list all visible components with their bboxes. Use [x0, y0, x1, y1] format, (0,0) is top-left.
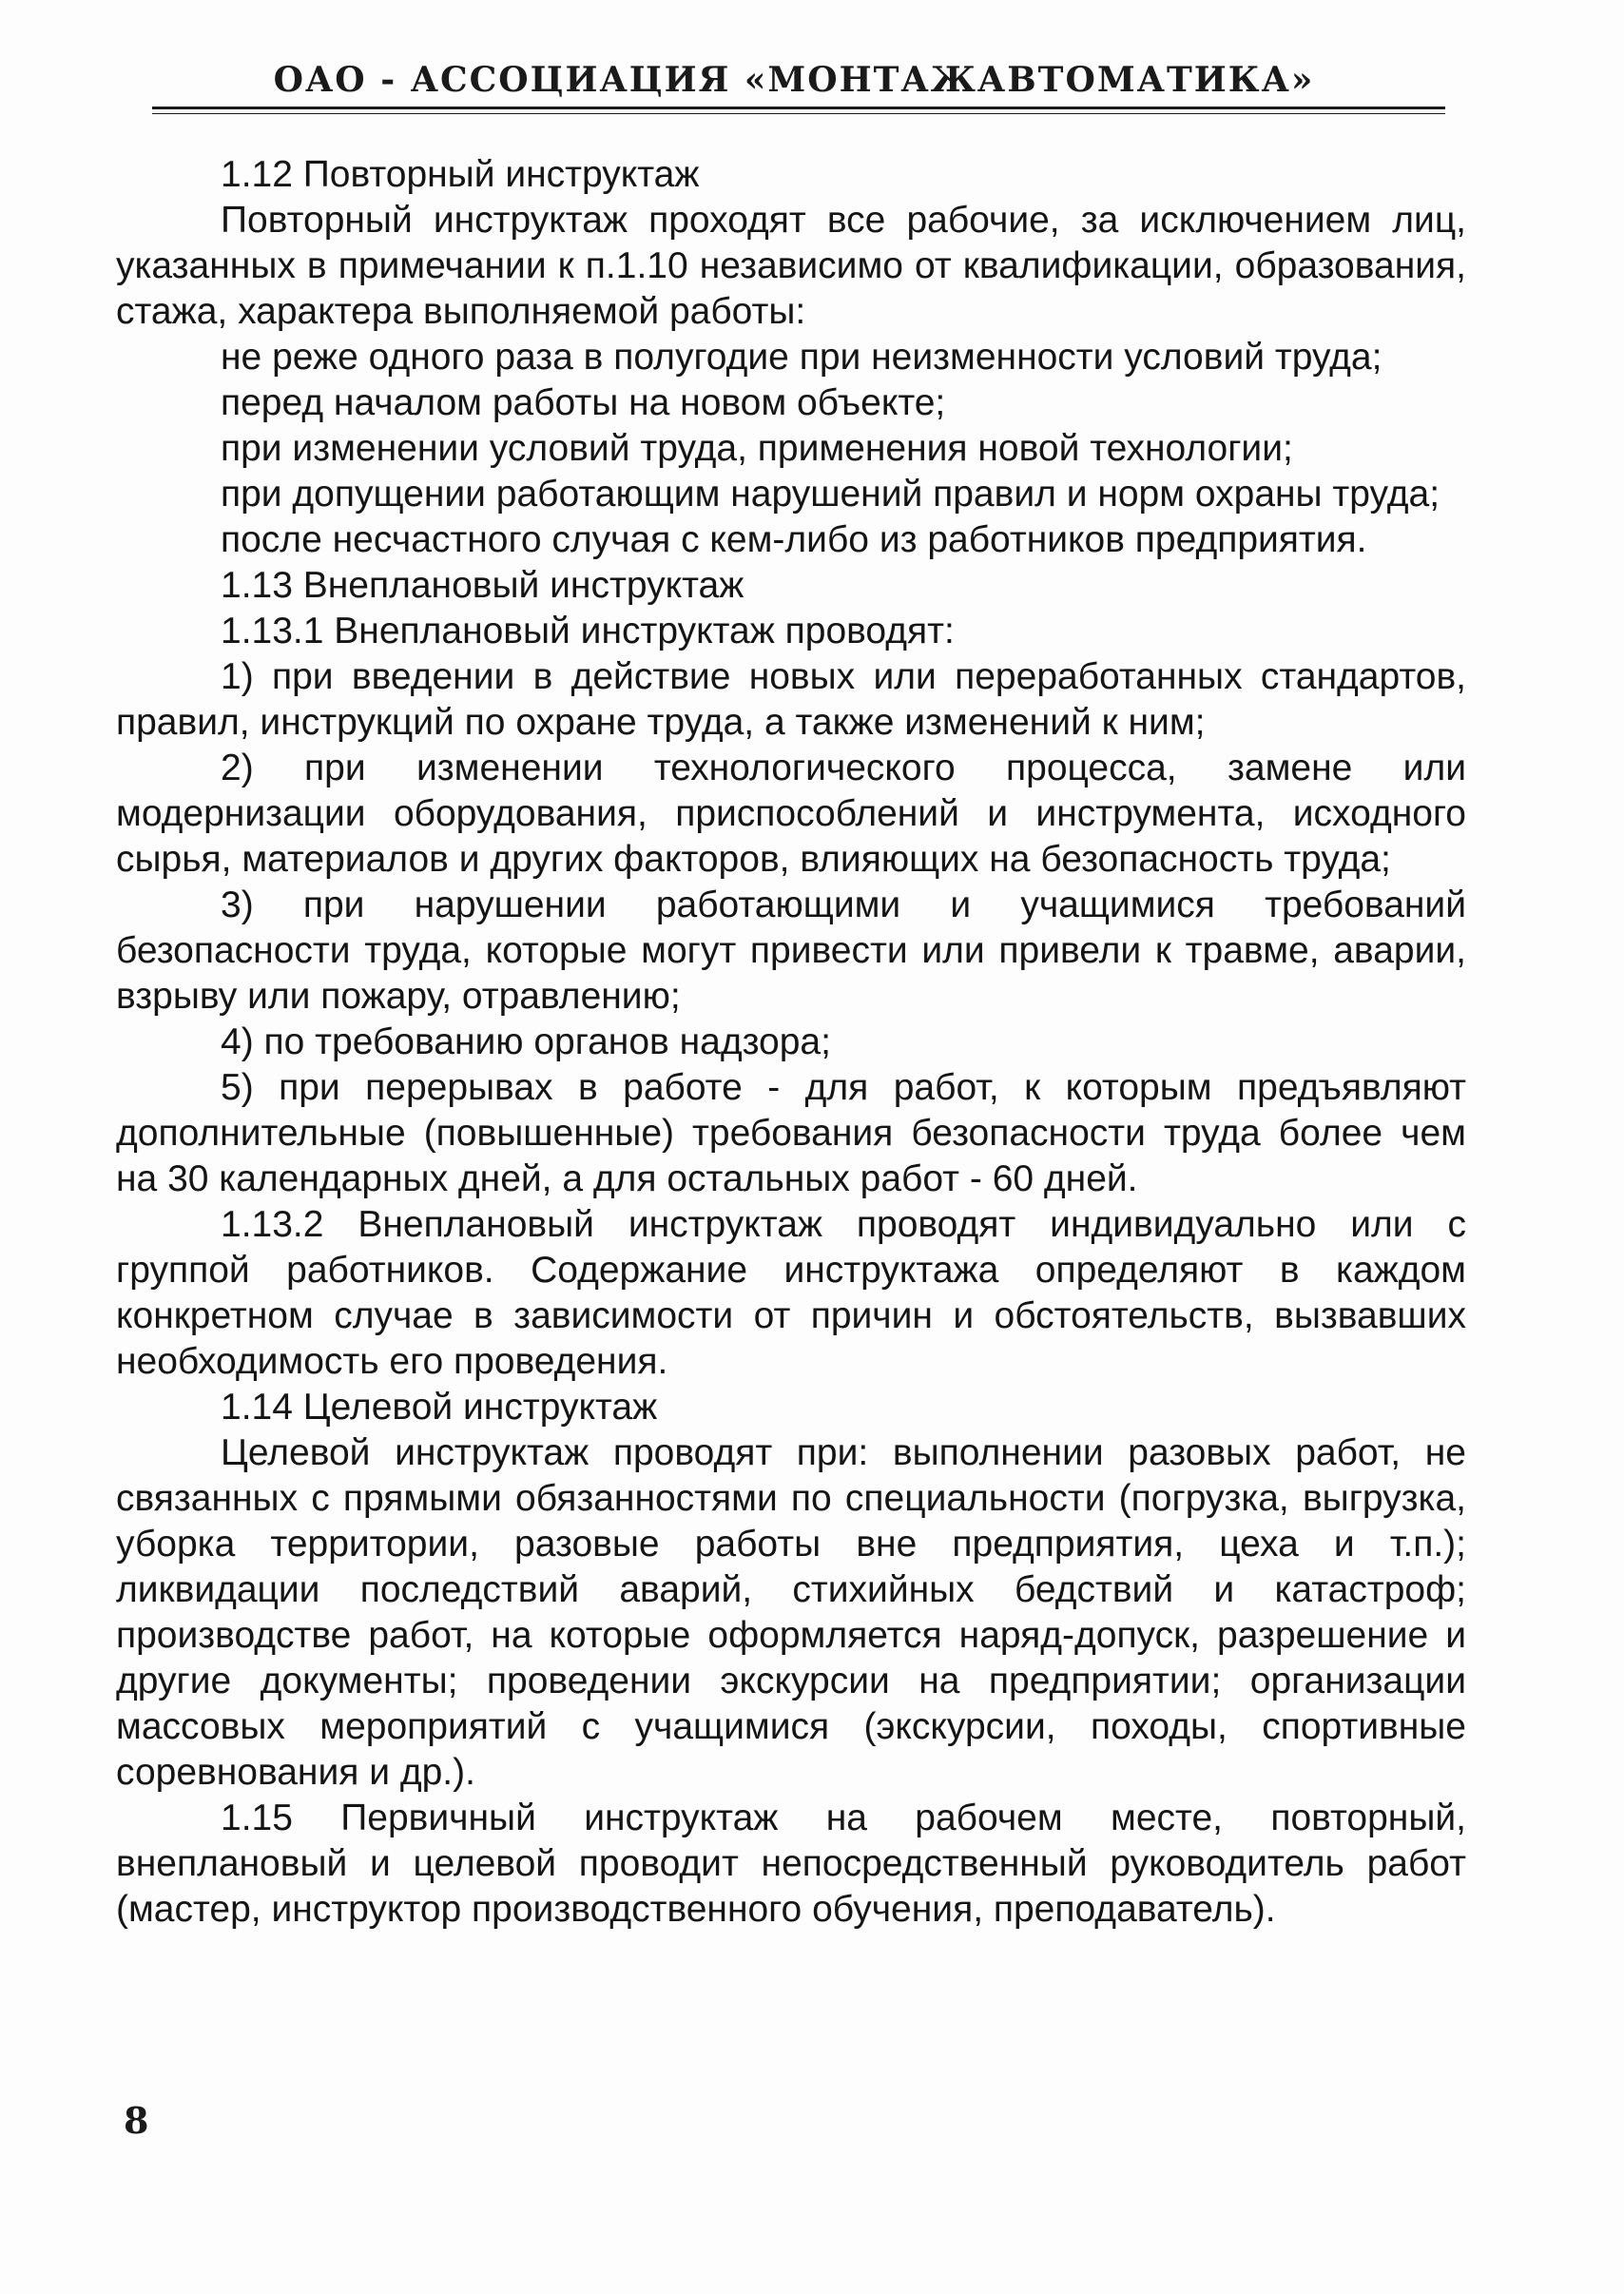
list-item: после несчастного случая с кем-либо из работников предприятия. [221, 519, 1367, 560]
list-item: при допущении работающим нарушений правил и норм охраны труда; [221, 474, 1440, 515]
numbered-item: 1) при введении в действие новых или переработанных стандартов, правил, инструкций по охране труда, а также изменений к ним; [116, 656, 1466, 743]
numbered-item: 2) при изменении технологического процесса, замене или модернизации оборудования, приспособлений и инструмента, исходного сырья, материалов и других факторов, влияющих на безопасность труда; [116, 748, 1466, 880]
subsection-heading: 1.13.1 Внеплановый инструктаж проводят: [221, 611, 955, 651]
organization-header: ОАО - АССОЦИАЦИЯ «МОНТАЖАВТОМАТИКА» [273, 60, 1315, 100]
page-number: 8 [124, 2099, 149, 2142]
header-rule-thin [152, 113, 1445, 114]
list-item: не реже одного раза в полугодие при неизменности условий труда; [221, 337, 1382, 378]
header-rule [152, 107, 1445, 109]
numbered-item: 5) при перерывах в работе - для работ, к которым предъявляют дополнительные (повышенные) требования безопасности труда более чем на 30 календарных дней, а для остальных работ - 60 дней. [116, 1067, 1466, 1199]
section-heading: 1.12 Повторный инструктаж [221, 154, 700, 195]
numbered-item: 4) по требованию органов надзора; [221, 1021, 831, 1062]
document-body [116, 152, 1466, 1933]
section-heading: 1.14 Целевой инструктаж [221, 1387, 658, 1428]
paragraph: 1.15 Первичный инструктаж на рабочем месте, повторный, внеплановый и целевой проводит непосредственный руководитель работ (мастер, инструктор производственного обучения, преподаватель). [116, 1798, 1466, 1930]
list-item: при изменении условий труда, применения новой технологии; [221, 428, 1293, 469]
paragraph: Целевой инструктаж проводят при: выполнении разовых работ, не связанных с прямыми обязанностями по специальности (погрузка, выгрузка, уборка территории, разовые работы вне предприятия, цеха и т.п.); ликвидации последствий аварий, стихийных бедствий и катастроф; производстве работ, на которые оформляется наряд-допуск, разрешение и другие документы; проведении экскурсии на предприятии; организации массовых мероприятий с учащимися (экскурсии, походы, спортивные соревнования и др.). [116, 1432, 1466, 1793]
paragraph: 1.13.2 Внеплановый инструктаж проводят индивидуально или с группой работников. Содержание инструктажа определяют в каждом конкретном случае в зависимости от причин и обстоятельств, вызвавших необходимость его проведения. [116, 1204, 1466, 1382]
list-item: перед началом работы на новом объекте; [221, 382, 946, 423]
numbered-item: 3) при нарушении работающими и учащимися требований безопасности труда, которые могут привести или привели к травме, аварии, взрыву или пожару, отравлению; [116, 885, 1466, 1017]
paragraph: Повторный инструктаж проходят все рабочие, за исключением лиц, указанных в примечании к п.1.10 независимо от квалификации, образования, стажа, характера выполняемой работы: [116, 200, 1466, 332]
section-heading: 1.13 Внеплановый инструктаж [221, 565, 744, 606]
